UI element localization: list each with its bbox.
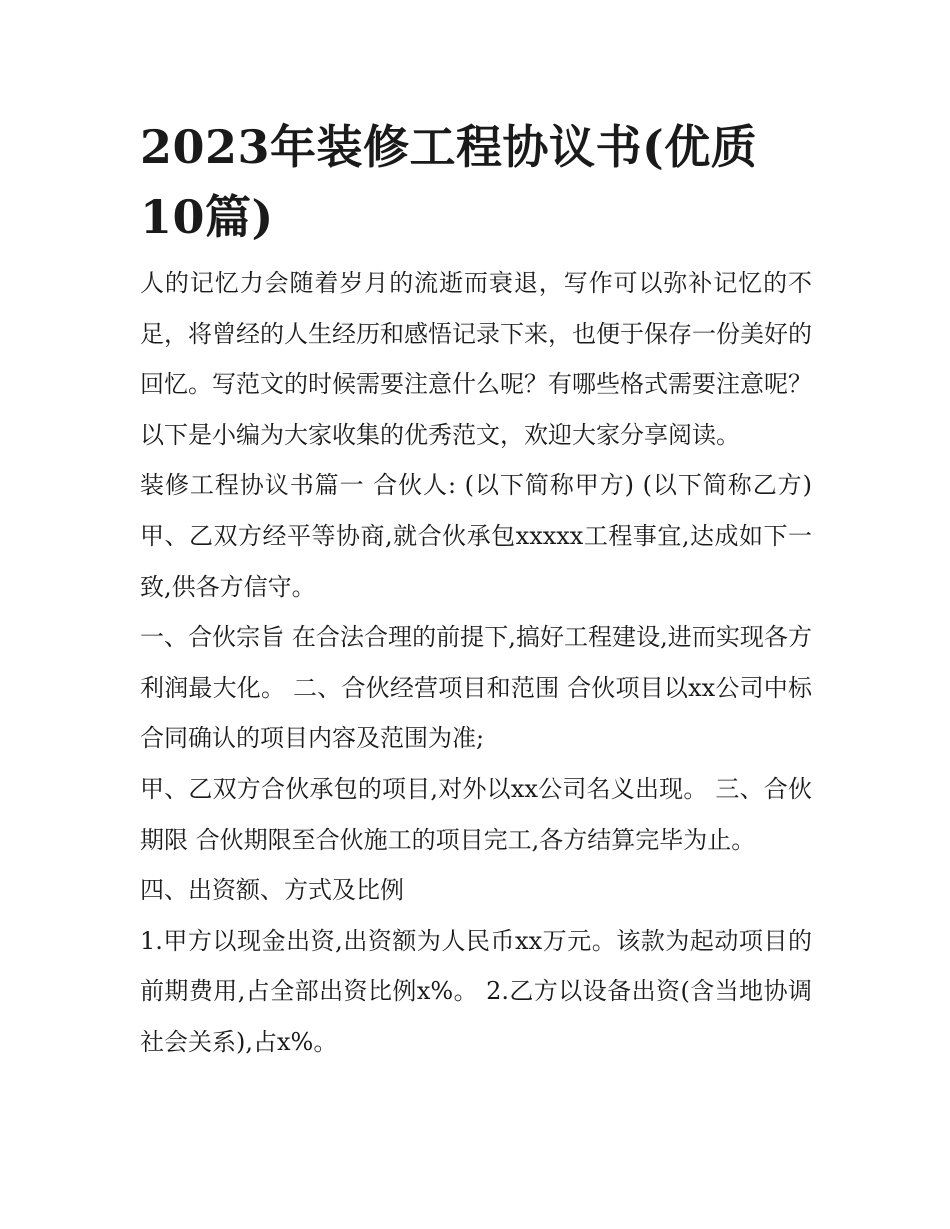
paragraph-term: 甲、乙双方合伙承包的项目,对外以xx公司名义出现。 三、合伙期限 合伙期限至合伙施工的项目完工,各方结算完毕为止。 (140, 774, 812, 854)
document-title: 2023年装修工程协议书(优质10篇) (140, 120, 758, 244)
section-heading-investment: 四、出资额、方式及比例 (140, 876, 404, 905)
paragraph-purpose-scope: 一、合伙宗旨 在合法合理的前提下,搞好工程建设,进而实现各方利润最大化。 二、合伙经营项目和范围 合伙项目以xx公司中标合同确认的项目内容及范围为准; (140, 623, 812, 753)
intro-paragraph: 人的记忆力会随着岁月的流逝而衰退，写作可以弥补记忆的不足，将曾经的人生经历和感悟记录下来，也便于保存一份美好的回忆。写范文的时候需要注意什么呢？有哪些格式需要注意呢？以下是小编为大家收集的优秀范文，欢迎大家分享阅读。 (140, 269, 812, 449)
document-body (140, 112, 812, 1068)
paragraph-partners: 装修工程协议书篇一 合伙人: (以下简称甲方) (以下简称乙方) 甲、乙双方经平等协商,就合伙承包xxxxx工程事宜,达成如下一致,供各方信守。 (140, 471, 812, 601)
paragraph-investment: 1.甲方以现金出资,出资额为人民币xx万元。该款为起动项目的前期费用,占全部出资比例x%。 2.乙方以设备出资(含当地协调社会关系),占x%。 (140, 926, 812, 1056)
